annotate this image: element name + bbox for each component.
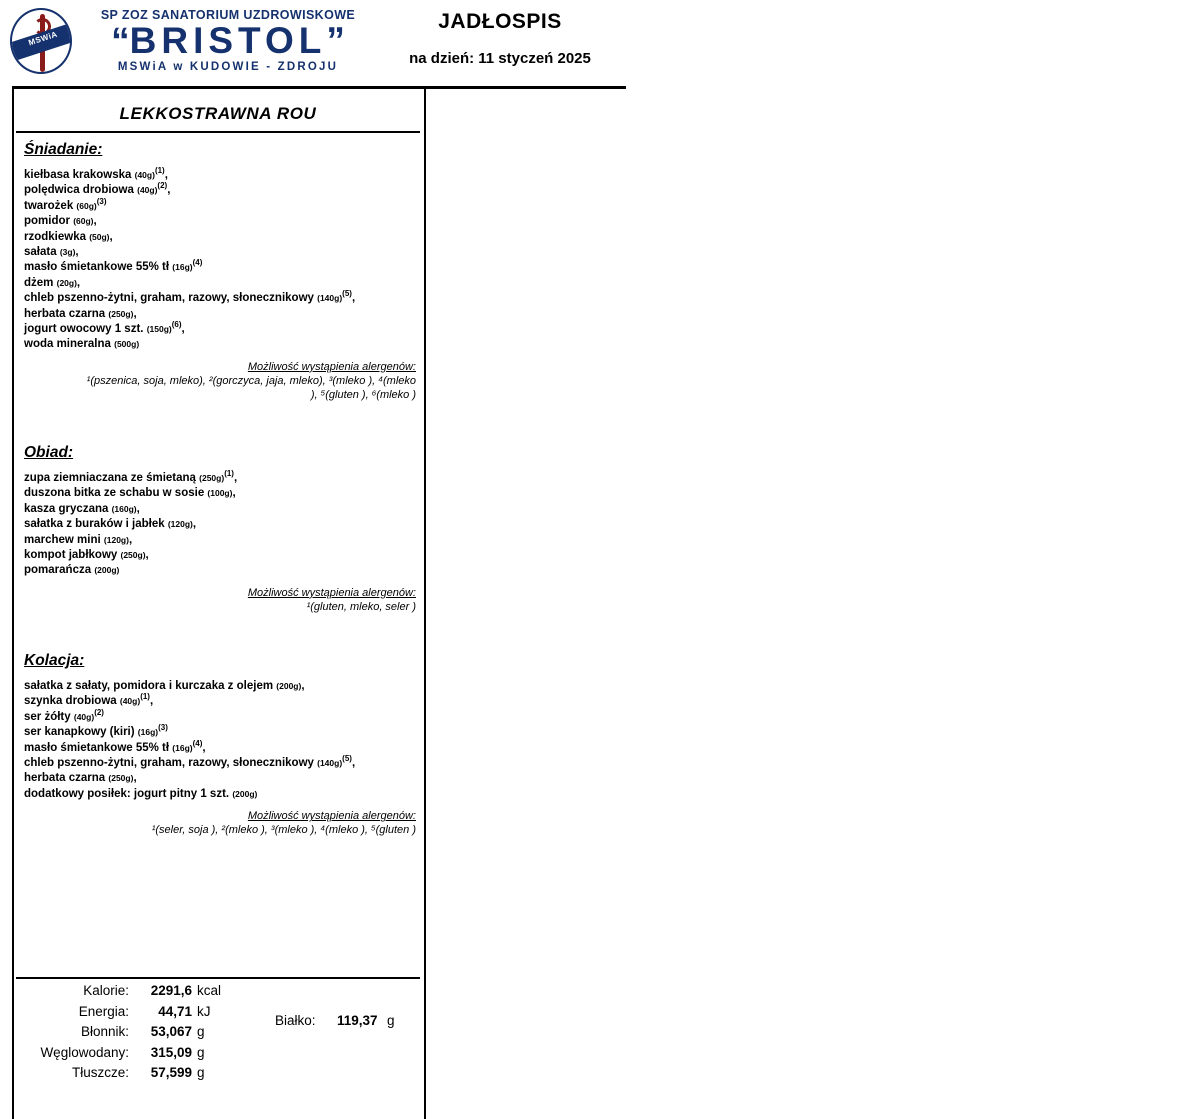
dish-name: herbata czarna [24,772,106,785]
dish-weight: (40g) [137,185,158,196]
logo-oval-icon [10,8,72,74]
list-item [24,260,416,275]
list-item: pomidor (60g), [24,215,97,228]
dish-allergen-ref: (2) [157,181,168,191]
dish-name: marchew mini [24,533,101,546]
dish-allergen-ref: (6) [171,320,182,330]
summary-label: Kalorie: [83,983,129,998]
dish-weight: (200g) [232,788,258,799]
dish-allergen-ref: (1) [140,692,150,702]
list-item: kiełbasa krakowska $(40g)^{(1)}$, [24,166,168,181]
list-item: chleb pszenno-żytni, graham, razowy, słonecznikowy $(140g)^{(5)}$, [24,289,356,305]
meal-section-breakfast [24,141,416,402]
meal-title: Śniadanie: [24,141,103,158]
dish-name: twarożek [24,199,74,212]
dish-weight: (250g) [199,473,225,483]
summary-value: 44,71 [158,1003,192,1019]
title-block [380,10,620,67]
dish-allergen-ref: (4) [192,258,203,268]
dish-weight: (250g) [108,308,134,319]
dish-allergen-ref: (1) [224,469,234,479]
summary-label: Energia: [78,1003,129,1019]
allergen-line: ), ⁵(gluten ), ⁶(mleko ) [310,388,416,401]
dish-allergen-ref: (1) [154,166,165,176]
list-item: zupa ziemniaczana ze śmietaną $(250g)^{(1)}$, [24,469,238,484]
summary-label: Tłuszcze: [71,1065,129,1080]
list-item: chleb pszenno-żytni, graham, razowy, słonecznikowy $(140g)^{(5)}$, [24,754,356,770]
dish-name: herbata czarna [24,307,106,320]
dish-name: polędwica drobiowa [24,184,134,197]
table-border-left [12,86,14,1119]
dish-name: kompot jabłkowy [24,549,118,562]
list-item: polędwica drobiowa $(40g)^{(2)}$, [24,181,171,197]
dish-list [24,168,416,353]
summary-unit: g [197,1044,205,1060]
dish-weight: (140g) [317,293,343,304]
list-item: herbata czarna (250g), [24,307,137,320]
meal-title: Obiad: [24,444,74,461]
dish-weight: (200g) [276,681,302,691]
list-item: jogurt owocowy 1 szt. $(150g)^{(6)}$, [24,320,185,336]
dish-name: dodatkowy posiłek: jogurt pitny 1 szt. [24,787,230,800]
table-row [16,983,420,1004]
dish-weight: (250g) [120,550,146,561]
allergen-header: Możliwość wystąpienia alergenów: [247,360,416,373]
list-item: szynka drobiowa $(40g)^{(1)}$, [24,692,154,708]
page-title: JADŁOSPIS [438,10,562,33]
dish-weight: (120g) [103,534,129,545]
brand-bottom-line: MSWiA w KUDOWIE - ZDROJU [117,60,339,73]
dish-weight: (16g) [172,262,193,273]
dish-weight: (40g) [134,170,155,180]
brand-main-line [78,22,378,61]
summary-value: 53,067 [150,1024,192,1039]
allergen-line: ¹(gluten, mleko, seler ) [306,600,416,613]
diet-name: LEKKOSTRAWNA ROU [119,104,317,123]
summary-divider [16,977,420,979]
dish-name: chleb pszenno-żytni, graham, razowy, słonecznikowy [24,757,314,770]
allergen-list [24,823,416,837]
list-item: sałatka z sałaty, pomidora i kurczaka z olejem (200g), [24,680,305,692]
meal-title: Kolacja: [24,652,85,669]
brand-right-quote: ” [326,20,345,61]
dish-name: ser żółty [24,710,71,723]
summary-value: 2291,6 [150,983,192,998]
dish-weight: (100g) [207,488,233,499]
dish-allergen-ref: (5) [342,289,352,299]
dish-weight: (50g) [89,231,110,242]
dish-name: pomidor [24,215,70,228]
meal-section-supper [24,652,416,837]
dish-list [24,679,416,802]
brand-left-quote: “ [111,20,130,61]
dish-allergen-ref: (2) [94,707,104,717]
dish-allergen-ref: (4) [192,738,203,748]
header-divider [12,86,626,89]
meal-section-lunch [24,444,416,614]
dish-name: chleb pszenno-żytni, graham, razowy, słonecznikowy [24,292,314,305]
list-item: duszona bitka ze schabu w sosie (100g), [24,487,236,500]
list-item: kasza gryczana (160g), [24,502,140,515]
dish-weight: (500g) [114,339,140,350]
list-item: sałata (3g), [24,246,79,259]
dish-weight: (40g) [119,696,141,707]
list-item: marchew mini (120g), [24,533,133,546]
summary-unit: g [197,1065,205,1080]
dish-weight: (20g) [56,277,77,288]
list-item [24,707,416,725]
dish-name: kiełbasa krakowska [24,169,132,181]
protein-label: Białko: [275,1013,316,1028]
summary-label: Błonnik: [80,1024,129,1039]
dish-name: ser kanapkowy (kiri) [24,726,135,739]
dish-name: masło śmietankowe 55% tł [24,261,170,274]
summary-unit: kcal [197,983,222,998]
dish-allergen-ref: (5) [342,754,352,764]
brand-top-line: SP ZOZ SANATORIUM UZDROWISKOWE [100,8,356,22]
summary-unit: g [197,1024,205,1039]
nutrition-summary [16,983,420,1086]
dish-name: pomarańcza [24,564,92,577]
summary-unit: kJ [197,1003,211,1019]
logo-mswia-text: MSWiA [27,29,59,48]
table-row [16,1065,420,1086]
list-item: herbata czarna (250g), [24,772,137,785]
list-item [24,196,416,214]
allergen-list [24,374,416,402]
list-item [24,725,416,740]
summary-value: 315,09 [150,1044,192,1060]
dish-weight: (200g) [94,565,120,576]
list-item [24,787,416,802]
list-item: kompot jabłkowy (250g), [24,549,149,562]
dish-name: szynka drobiowa [24,695,117,708]
brand-name: BRISTOL [129,20,327,61]
dish-name: masło śmietankowe 55% tł [24,741,170,754]
dish-weight: (60g) [73,216,94,227]
dish-name: kasza gryczana [24,502,109,515]
dish-weight: (120g) [167,519,193,530]
brand-block [78,8,378,73]
list-item: dżem (20g), [24,276,81,289]
table-row [16,1045,420,1066]
dish-name: rzodkiewka [24,230,86,243]
dish-allergen-ref: (3) [96,196,107,206]
document-date: na dzień: 11 styczeń 2025 [409,50,591,67]
diet-name-divider [16,131,420,133]
dish-weight: (40g) [73,711,95,722]
summary-value: 57,599 [150,1065,192,1080]
dish-weight: (140g) [317,758,343,769]
dish-name: sałatka z sałaty, pomidora i kurczaka z olejem [24,680,274,692]
allergen-list [24,600,416,614]
sanatorium-logo [10,8,72,74]
dish-weight: (250g) [108,773,134,784]
dish-weight: (16g) [137,727,159,738]
dish-weight: (60g) [76,200,97,211]
dish-name: duszona bitka ze schabu w sosie [24,487,205,500]
dish-name: sałatka z buraków i jabłek [24,518,165,531]
dish-name: zupa ziemniaczana ze śmietaną [24,472,196,484]
dish-weight: (16g) [172,742,193,753]
allergen-header: Możliwość wystąpienia alergenów: [247,810,416,823]
dish-name: woda mineralna [24,338,111,351]
allergen-line: ¹(pszenica, soja, mleko), ²(gorczyca, jaja, mleko), ³(mleko ), ⁴(mleko [86,374,416,387]
dish-name: sałata [24,246,57,259]
list-item [24,337,416,352]
list-item [24,563,416,578]
protein-unit: g [387,1013,395,1028]
list-item: rzodkiewka (50g), [24,230,113,243]
table-border-middle [424,86,426,1119]
dish-weight: (150g) [146,324,172,335]
protein-value: 119,37 [337,1013,378,1028]
list-item: sałatka z buraków i jabłek (120g), [24,518,197,531]
dish-allergen-ref: (3) [158,723,168,733]
dish-weight: (160g) [111,503,137,514]
list-item: masło śmietankowe 55% tł $(16g)^{(4)}$, [24,738,206,754]
dish-weight: (3g) [59,247,76,258]
dish-name: dżem [24,276,54,289]
summary-label: Węglowodany: [40,1044,129,1060]
dish-list [24,471,416,579]
allergen-header: Możliwość wystąpienia alergenów: [247,586,416,599]
allergen-line: ¹(seler, soja ), ²(mleko ), ³(mleko ), ⁴(mleko ), ⁵(gluten ) [151,824,416,837]
document-header [0,0,627,86]
dish-name: jogurt owocowy 1 szt. [24,323,144,336]
